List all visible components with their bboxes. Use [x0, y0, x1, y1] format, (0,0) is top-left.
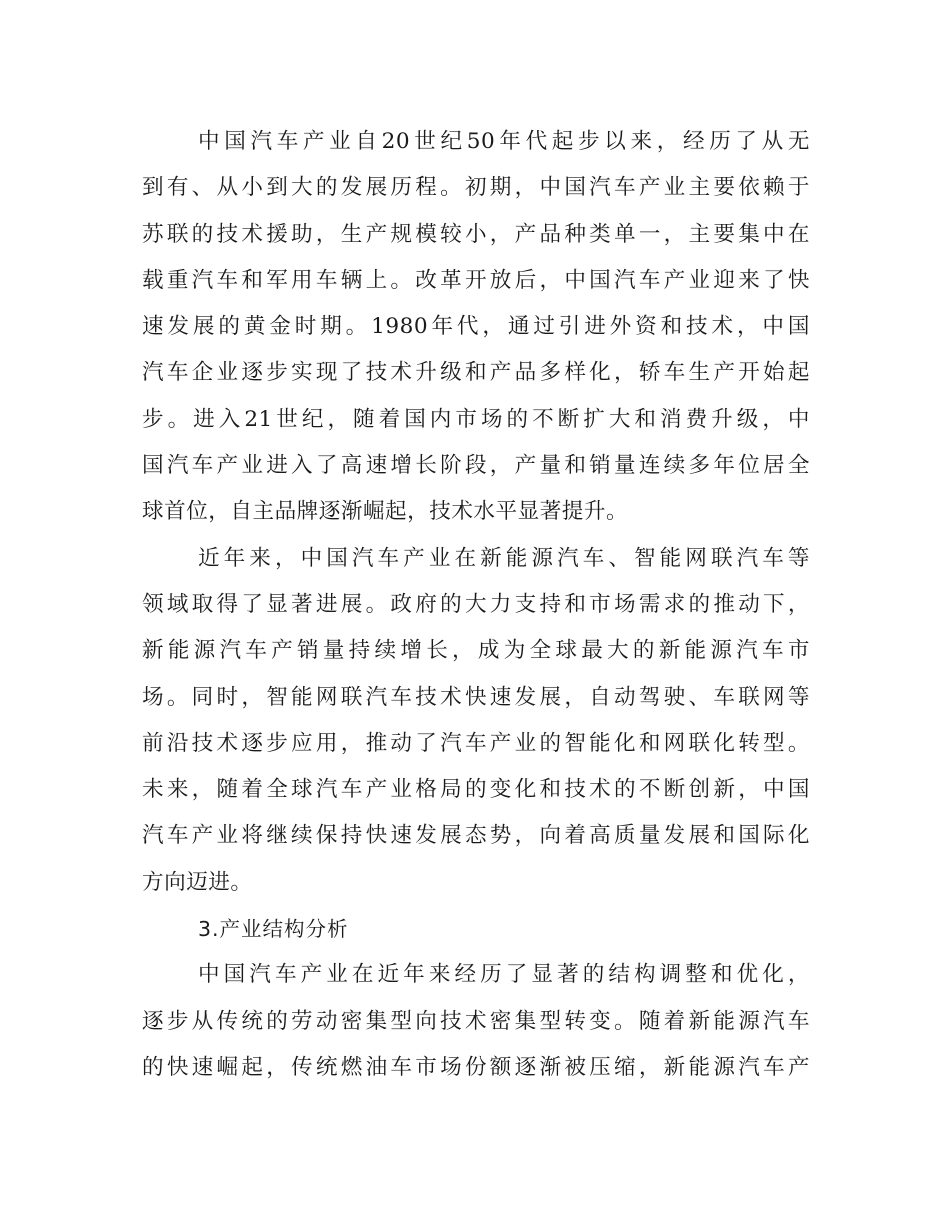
paragraph-line: 近年来，中国汽车产业在新能源汽车、智能网联汽车等 — [198, 545, 810, 571]
paragraph-line: 中国汽车产业自20世纪50年代起步以来，经历了从无 — [198, 129, 810, 154]
paragraph-line: 场。同时，智能网联汽车技术快速发展，自动驾驶、车联网等 — [142, 684, 810, 710]
paragraph-history — [142, 119, 810, 536]
paragraph-line: 前沿技术逐步应用，推动了汽车产业的智能化和网联化转型。 — [142, 730, 810, 756]
paragraph-line: 中国汽车产业在近年来经历了显著的结构调整和优化， — [198, 962, 810, 988]
paragraph-line: 到有、从小到大的发展历程。初期，中国汽车产业主要依赖于 — [142, 175, 810, 201]
paragraph-line: 新能源汽车产销量持续增长，成为全球最大的新能源汽车市 — [142, 638, 810, 664]
paragraph-line: 方向迈进。 — [142, 869, 253, 895]
paragraph-line: 的快速崛起，传统燃油车市场份额逐渐被压缩，新能源汽车产 — [142, 1054, 810, 1080]
paragraph-line: 球首位，自主品牌逐渐崛起，技术水平显著提升。 — [142, 499, 629, 525]
paragraph-line: 速发展的黄金时期。1980年代，通过引进外资和技术，中国 — [142, 314, 810, 340]
paragraph-line: 领域取得了显著进展。政府的大力支持和市场需求的推动下， — [142, 591, 810, 617]
paragraph-line: 逐步从传统的劳动密集型向技术密集型转变。随着新能源汽车 — [142, 1008, 810, 1034]
paragraph-line: 汽车产业将继续保持快速发展态势，向着高质量发展和国际化 — [142, 823, 810, 849]
paragraph-line: 苏联的技术援助，生产规模较小，产品种类单一，主要集中在 — [142, 221, 810, 247]
section-heading: 3.产业结构分析 — [198, 917, 349, 942]
paragraph-line: 载重汽车和军用车辆上。改革开放后，中国汽车产业迎来了快 — [142, 267, 810, 293]
paragraph-line: 未来，随着全球汽车产业格局的变化和技术的不断创新，中国 — [142, 777, 810, 803]
paragraph-line: 汽车企业逐步实现了技术升级和产品多样化，轿车生产开始起 — [142, 360, 810, 386]
paragraph-recent-progress — [142, 536, 810, 906]
document-body — [142, 119, 810, 1091]
paragraph-line: 步。进入21世纪，随着国内市场的不断扩大和消费升级，中 — [142, 406, 810, 432]
paragraph-structure — [142, 952, 810, 1091]
paragraph-line: 国汽车产业进入了高速增长阶段，产量和销量连续多年位居全 — [142, 453, 810, 479]
